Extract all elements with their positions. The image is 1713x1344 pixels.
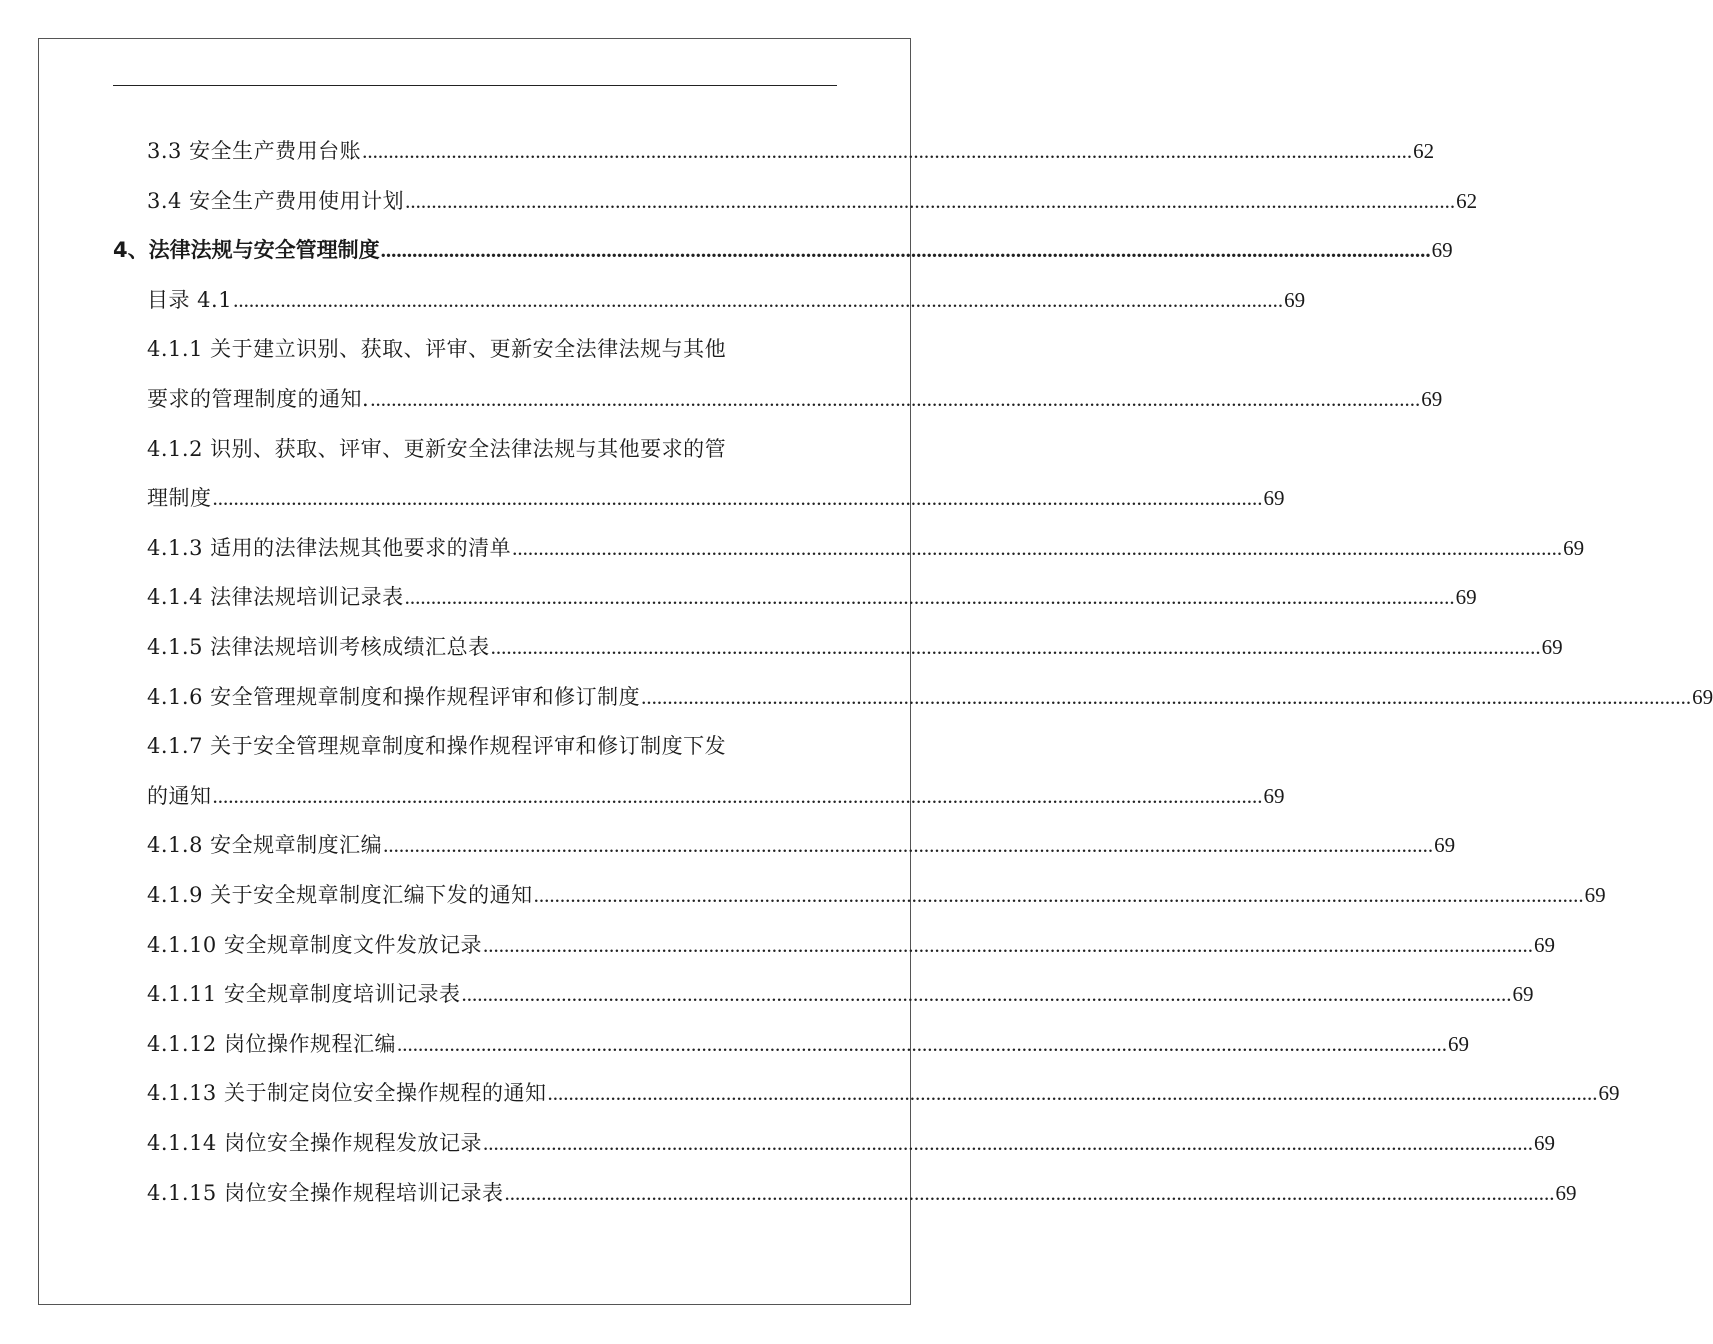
toc-entry[interactable] bbox=[147, 523, 1585, 573]
toc-entry-page: 69 bbox=[1447, 1031, 1469, 1056]
toc-entry-title: 4.1.13 关于制定岗位安全操作规程的通知 bbox=[147, 1081, 547, 1106]
toc-entry-title: 4.1.14 岗位安全操作规程发放记录 bbox=[147, 1131, 482, 1155]
toc-entry[interactable] bbox=[147, 324, 837, 374]
toc-entry[interactable] bbox=[147, 870, 1606, 920]
toc-leader-dots: ........................................................................................................................................................................................................ bbox=[482, 932, 1533, 957]
toc-entry[interactable] bbox=[147, 672, 1713, 722]
toc-entry-title: 3.3 安全生产费用台账 bbox=[147, 139, 362, 163]
toc-entry-page: 69 bbox=[1533, 932, 1555, 957]
toc-entry-title: 4.1.1 关于建立识别、获取、评审、更新安全法律法规与其他 bbox=[147, 337, 727, 362]
toc-entry-page: 69 bbox=[1598, 1081, 1620, 1106]
toc-entry-page: 69 bbox=[1533, 1131, 1555, 1155]
toc-entry[interactable] bbox=[147, 622, 1563, 672]
toc-entry[interactable] bbox=[147, 176, 1478, 226]
toc-entry-page: 69 bbox=[1434, 833, 1456, 858]
toc-entry-page: 69 bbox=[1541, 635, 1563, 659]
toc-leader-dots: ........................................................................................................................................................................................................ bbox=[383, 833, 1434, 858]
toc-entry-continuation[interactable] bbox=[147, 374, 1443, 424]
toc-entry[interactable] bbox=[147, 920, 1555, 970]
toc-entry-page: 69 bbox=[1692, 684, 1713, 709]
toc-leader-dots: ........................................................................................................................................................................................................ bbox=[461, 982, 1512, 1007]
toc-entry-title: 理制度 bbox=[147, 486, 212, 511]
toc-entry-title: 4.1.6 安全管理规章制度和操作规程评审和修订制度 bbox=[147, 684, 641, 709]
toc-entry-page: 69 bbox=[1512, 982, 1534, 1007]
toc-entry-title: 的通知 bbox=[147, 783, 212, 808]
toc-leader-dots: ........................................................................................................................................................................................................ bbox=[512, 535, 1563, 560]
toc-entry[interactable] bbox=[147, 424, 837, 474]
toc-entry[interactable] bbox=[147, 275, 1306, 325]
toc-entry-title: 4.1.7 关于安全管理规章制度和操作规程评审和修订制度下发 bbox=[147, 734, 727, 759]
toc-entry-title: 目录 4.1 bbox=[147, 287, 233, 312]
toc-entry-continuation[interactable] bbox=[147, 473, 1285, 523]
toc-entry-title: 4.1.10 安全规章制度文件发放记录 bbox=[147, 932, 482, 957]
toc-section-heading[interactable] bbox=[113, 225, 1453, 275]
toc-leader-dots: ........................................................................................................................................................................................................ bbox=[504, 1180, 1555, 1205]
toc-leader-dots: ........................................................................................................................................................................................................ bbox=[405, 188, 1456, 213]
toc-leader-dots: ........................................................................................................................................................................................................ bbox=[404, 585, 1455, 610]
toc-entry-title: 4.1.8 安全规章制度汇编 bbox=[147, 833, 383, 858]
toc-entry-title: 4.1.15 岗位安全操作规程培训记录表 bbox=[147, 1180, 504, 1205]
toc-entry-title: 3.4 安全生产费用使用计划 bbox=[147, 188, 405, 213]
toc-leader-dots: ........................................................................................................................................................................................................ bbox=[380, 238, 1431, 263]
toc-entry-page: 69 bbox=[1431, 238, 1453, 263]
header-rule bbox=[113, 85, 837, 86]
toc-entry-page: 62 bbox=[1456, 188, 1478, 213]
toc-entry-title: 要求的管理制度的通知. bbox=[147, 387, 370, 411]
toc-leader-dots: ........................................................................................................................................................................................................ bbox=[362, 139, 1413, 163]
toc-leader-dots: ........................................................................................................................................................................................................ bbox=[533, 883, 1584, 907]
toc-entry-title: 4.1.11 安全规章制度培训记录表 bbox=[147, 982, 461, 1007]
toc-entry-page: 69 bbox=[1263, 783, 1285, 808]
toc-leader-dots: ........................................................................................................................................................................................................ bbox=[547, 1081, 1598, 1106]
toc-entry-title: 4.1.12 岗位操作规程汇编 bbox=[147, 1031, 396, 1056]
toc-entry-page: 69 bbox=[1584, 883, 1606, 907]
toc-leader-dots: ........................................................................................................................................................................................................ bbox=[641, 684, 1692, 709]
toc-entry[interactable] bbox=[147, 1118, 1555, 1168]
toc-entry[interactable] bbox=[147, 1019, 1469, 1069]
toc-entry-page: 69 bbox=[1555, 1180, 1577, 1205]
toc-entry-page: 69 bbox=[1284, 287, 1306, 312]
toc-entry-page: 69 bbox=[1455, 585, 1477, 610]
toc-entry[interactable] bbox=[147, 820, 1456, 870]
toc-entry-page: 62 bbox=[1413, 139, 1435, 163]
toc-entry-title: 4.1.4 法律法规培训记录表 bbox=[147, 585, 404, 610]
toc-entry[interactable] bbox=[147, 1168, 1577, 1218]
toc-entry-title: 4、法律法规与安全管理制度 bbox=[113, 238, 380, 263]
toc-entry-title: 4.1.2 识别、获取、评审、更新安全法律法规与其他要求的管 bbox=[147, 436, 727, 461]
toc-entry-title: 4.1.3 适用的法律法规其他要求的清单 bbox=[147, 535, 512, 560]
toc-entry[interactable] bbox=[147, 126, 1435, 176]
toc-entry[interactable] bbox=[147, 721, 837, 771]
toc-leader-dots: ........................................................................................................................................................................................................ bbox=[370, 387, 1421, 411]
toc-leader-dots: ........................................................................................................................................................................................................ bbox=[396, 1031, 1447, 1056]
toc-entry-continuation[interactable] bbox=[147, 771, 1285, 821]
toc-entry-page: 69 bbox=[1263, 486, 1285, 511]
toc-leader-dots: ........................................................................................................................................................................................................ bbox=[212, 783, 1263, 808]
toc-entry-title: 4.1.9 关于安全规章制度汇编下发的通知 bbox=[147, 883, 533, 907]
toc-entry[interactable] bbox=[147, 1068, 1620, 1118]
toc-entry-page: 69 bbox=[1421, 387, 1443, 411]
toc-leader-dots: ........................................................................................................................................................................................................ bbox=[490, 635, 1541, 659]
toc-entry[interactable] bbox=[147, 572, 1477, 622]
toc-entry-page: 69 bbox=[1563, 535, 1585, 560]
toc-leader-dots: ........................................................................................................................................................................................................ bbox=[233, 287, 1284, 312]
toc-leader-dots: ........................................................................................................................................................................................................ bbox=[212, 486, 1263, 511]
toc-entry-title: 4.1.5 法律法规培训考核成绩汇总表 bbox=[147, 635, 490, 659]
toc-entry[interactable] bbox=[147, 969, 1534, 1019]
toc-leader-dots: ........................................................................................................................................................................................................ bbox=[482, 1131, 1533, 1155]
